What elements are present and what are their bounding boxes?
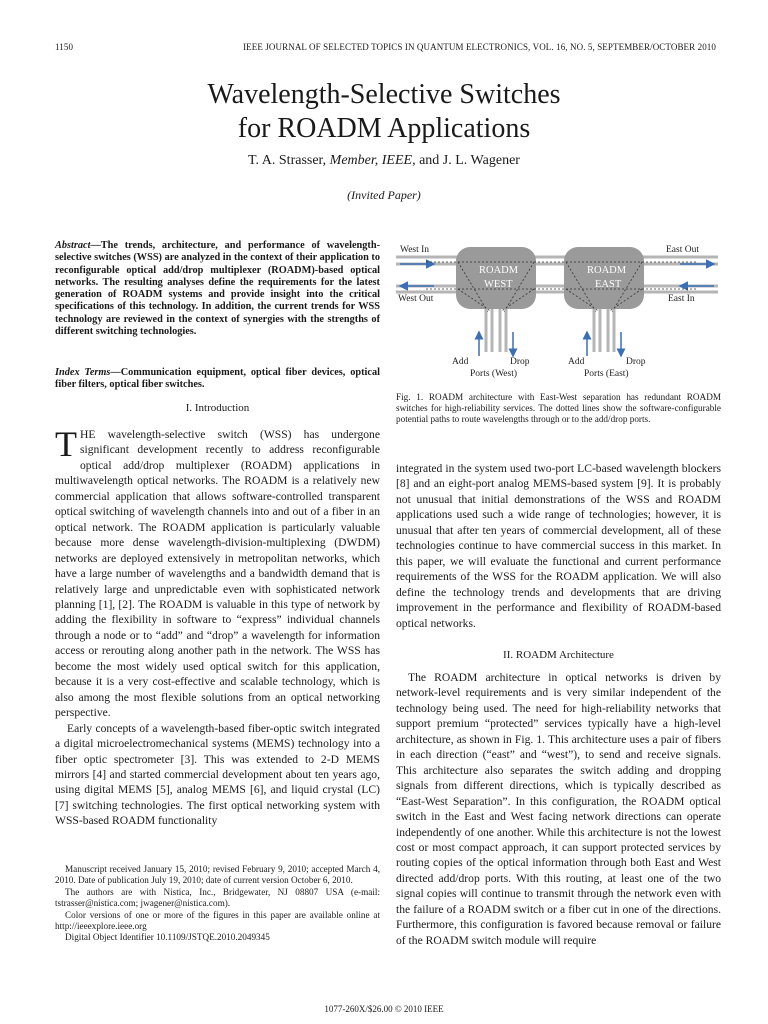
roadm-east-label-1: ROADM <box>587 265 627 276</box>
footnote-doi: Digital Object Identifier 10.1109/JSTQE.2010.2049345 <box>65 932 270 943</box>
roadm-architecture-paragraph: The ROADM architecture in optical networks is driven by network-level requirements and is very similar independent of the technology being used. The need for high-reliability networks that support premium “protected” services typically have a high-level architecture, as shown in Fig. 1. This architecture uses a pair of fibers in each direction (“east” and “west”), to send and receive signals. This architecture also separates the switch adding and dropping signals from different directions, which is typically described as “East-West Separation”. In this configuration, the ROADM optical switch in the East and West facing network directions can operate independently of one another. While this architecture is not the lowest cost or most compact approach, it can support protected services by routing copies of the optical information through both East and West directed add/drop ports. With this routing, at least one of the two signal copies will continue to transmit through the network even with the failure of a ROADM switch or a fiber cut in one of the directions. Furthermore, this configuration is favored because removal or failure of the ROADM switch module will require <box>396 671 721 947</box>
west-in-label: West In <box>400 245 430 255</box>
page-number: 1150 <box>55 42 74 52</box>
roadm-west-box <box>456 247 536 309</box>
abstract <box>55 240 380 338</box>
east-port-lines <box>594 309 614 352</box>
east-add-label: Add <box>568 357 585 367</box>
east-ports-label: Ports (East) <box>584 369 629 379</box>
footnotes <box>55 864 380 944</box>
paper-title-line-1: Wavelength-Selective Switches <box>207 79 561 110</box>
west-add-label: Add <box>452 357 469 367</box>
authors <box>0 153 768 169</box>
footnote-color-versions: Color versions of one or more of the figures in this paper are available online at http://ieeexplore.ieee.org <box>55 909 380 932</box>
east-in-label: East In <box>668 294 695 304</box>
section-heading-roadm-architecture: II. ROADM Architecture <box>503 649 614 661</box>
drop-cap: T <box>55 424 77 464</box>
east-drop-label: Drop <box>626 357 646 367</box>
index-terms-text: —Communication equipment, optical fiber devices, optical fiber filters, optical fiber switches. <box>55 367 380 391</box>
footnote-manuscript: Manuscript received January 15, 2010; revised February 9, 2010; accepted March 4, 2010. Date of publication July 19, 2010; date of current version October 6, 2010. <box>55 864 380 886</box>
journal-header: IEEE JOURNAL OF SELECTED TOPICS IN QUANTUM ELECTRONICS, VOL. 16, NO. 5, SEPTEMBER/OCTOBER 2010 <box>243 42 716 52</box>
column2-paragraph-1: integrated in the system used two-port LC-based wavelength blockers [8] and an eight-port analog MEMS-based system [9]. It is probably not unusual that initial demonstrations of the WSS and ROADM applications used such a wide range of technologies; however, it is unusual that after ten years of commercial development, all of these technologies continue to have commercial success in this market. In this paper, we will evaluate the functional and current performance requirements of the WSS for the ROADM application. We will also define the technology trends and developments that are driving improvement in the performance and flexibility of ROADM-based optical networks. <box>396 462 721 630</box>
author-membership: Member, IEEE <box>329 153 413 168</box>
roadm-west-label-2: WEST <box>484 279 513 290</box>
author-1: T. A. Strasser, <box>248 153 330 168</box>
introduction-body <box>55 424 380 829</box>
west-out-label: West Out <box>398 294 434 304</box>
invited-paper-note: (Invited Paper) <box>347 188 421 202</box>
paper-title-line-2: for ROADM Applications <box>237 113 531 144</box>
footnote-affiliation: The authors are with Nistica, Inc., Bridgewater, NJ 08807 USA (e-mail: tstrasser@nistica.com; jwagener@nistica.com). <box>55 886 380 909</box>
intro-paragraph-2: Early concepts of a wavelength-based fiber-optic switch integrated a digital microelectromechanical systems (MEMS) technology into a fiber optic spectrometer [3]. This was extended to 2-D MEMS mirrors [4] and started commercial development about ten years ago, using digital MEMS [5], analog MEMS [6], and liquid crystal (LC) [7] switching technologies. The first optical networking system with WSS-based ROADM functionality <box>55 721 380 828</box>
west-port-lines <box>486 309 506 352</box>
roadm-architecture-body <box>396 670 721 948</box>
east-out-label: East Out <box>666 245 699 255</box>
section-heading-introduction: I. Introduction <box>185 402 250 414</box>
abstract-lead: Abstract <box>55 240 91 251</box>
abstract-text: —The trends, architecture, and performance of wavelength-selective switches (WSS) are analyzed in the context of their application to reconfigurable optical add/drop multiplexer (ROADM)-based optical networks. The resulting analyses define the requirements for the latest generation of ROADM systems and provide insight into the critical specifications of this technology. In addition, the current trends for WSS technology are reviewed in the context of synergies with the strengths of different switching technologies. <box>55 240 380 338</box>
west-drop-label: Drop <box>510 357 530 367</box>
author-2: , and J. L. Wagener <box>412 153 520 168</box>
index-terms <box>55 367 380 392</box>
copyright-footer: 1077-260X/$26.00 © 2010 IEEE <box>324 1004 444 1014</box>
intro-paragraph-1: HE wavelength-selective switch (WSS) has undergone significant development recently to address reconfigurable optical add/drop multiplexer (ROADM) applications in multiwavelength optical networks. The ROADM is a relatively new commercial application that allows software-controlled transparent optical switching of wavelength channels into and out of a fiber in an optical network. The ROADM application is particularly valuable because more dense wavelength-division-multiplexing (DWDM) networks are deployed extensively in metropolitan networks, which have a large number of wavelengths and a bandwidth demand that is relatively large and unpredictable even with sophisticated network planning [1], [2]. The ROADM is valuable in this type of network by adding the flexibility in software to “express” individual channels through a node or to “add” and “drop” a wavelength for information access or rerouting along another path in the network. The WSS has become the most widely used optical switch for this application, because it is a very cost-effective and scalable technology, which is also among the most flexible solutions from an optical networking perspective. <box>55 428 380 720</box>
west-ports-label: Ports (West) <box>470 369 517 379</box>
figure-1-roadm-architecture <box>396 240 718 388</box>
roadm-east-label-2: EAST <box>595 279 622 290</box>
roadm-east-box <box>564 247 644 309</box>
roadm-west-label-1: ROADM <box>479 265 519 276</box>
index-terms-lead: Index Terms <box>55 367 111 378</box>
figure-1-caption: Fig. 1. ROADM architecture with East-West separation has redundant ROADM switches for high-reliability services. The dotted lines show the software-configurable potential paths to route wavelengths through or to the add/drop ports. <box>396 392 721 424</box>
